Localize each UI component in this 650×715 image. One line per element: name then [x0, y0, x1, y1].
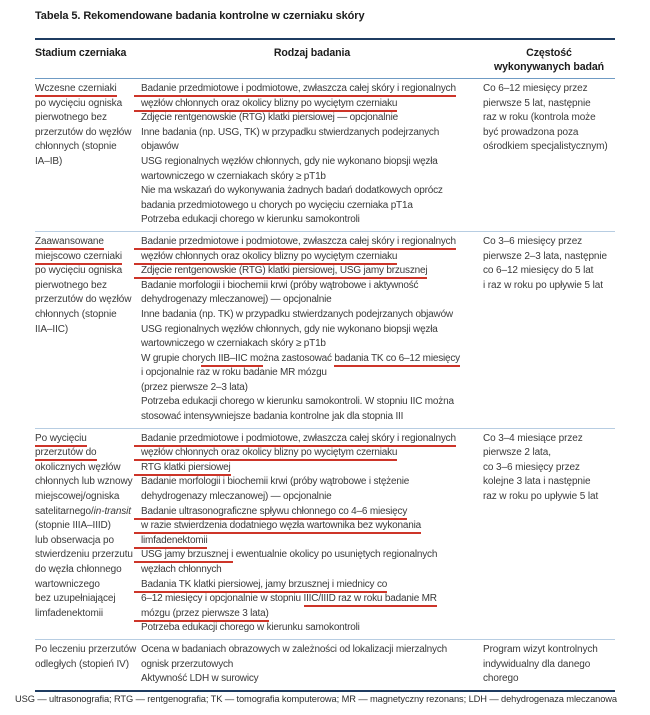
annotation-underline: Po wycięciu: [35, 433, 87, 447]
text-segment: dehydrogenazy mleczanowej) — opcjonalnie: [141, 491, 332, 503]
text-segment: Zdjęcie rentgenowskie (RTG) klatki piersiowej — opcjonalnie: [141, 112, 399, 124]
text-line: [141, 155, 483, 170]
text-segment: być prowadzona poza: [483, 126, 579, 138]
text-segment: indywidualny dla danego: [483, 658, 591, 670]
text-segment: pierwotnego bez: [35, 112, 107, 124]
text-segment: bez uzupełniającej: [35, 593, 116, 605]
text-line: [35, 126, 141, 141]
text-line: [483, 235, 615, 250]
text-segment: do węzła chłonnego: [35, 564, 122, 575]
text-line: [35, 475, 141, 490]
annotation-underline: węzłów chłonnych oraz okolicy blizny po wyciętym czerniaku: [134, 447, 397, 461]
text-line: [141, 519, 483, 534]
text-line: [35, 548, 141, 563]
table-row: [35, 428, 615, 639]
text-line: [141, 490, 483, 505]
exam-cell: [141, 235, 483, 425]
text-segment: USG regionalnych węzłów chłonnych, gdy nie wykonano biopsji węzła: [141, 155, 438, 167]
text-line: [483, 658, 615, 673]
text-segment: pierwotnego bez: [35, 279, 107, 291]
table-row: [35, 231, 615, 428]
text-line: [35, 643, 141, 658]
text-segment: IIA–IIC): [35, 323, 69, 335]
text-line: [141, 534, 483, 549]
text-segment: objawów: [141, 141, 179, 153]
text-segment: USG regionalnych węzłów chłonnych, gdy nie wykonano biopsji węzła: [141, 323, 438, 335]
annotation-underline: Badanie ultrasonograficzne spływu chłonnego co 4–6 miesięcy: [134, 506, 407, 520]
text-segment: miejscowej/ogniska: [35, 491, 120, 503]
exam-cell: [141, 643, 483, 687]
text-line: [141, 621, 483, 636]
text-line: [141, 126, 483, 141]
text-segment: Nie ma wskazań do wykonywania żadnych badań dodatkowych oprócz: [141, 185, 443, 197]
text-line: [483, 140, 615, 155]
annotation-underline: ych IIB–IIC mo: [201, 353, 264, 367]
text-line: [35, 578, 141, 593]
text-segment: co 3–6 miesięcy przez: [483, 461, 580, 473]
text-segment: chorego: [483, 673, 519, 685]
text-segment: Potrzeba edukacji chorego w kierunku samokontroli: [141, 214, 360, 226]
text-line: [483, 111, 615, 126]
text-line: [141, 97, 483, 112]
text-segment: (przez pierwsze 2–3 lata): [141, 381, 248, 393]
text-line: [483, 279, 615, 294]
text-line: [35, 592, 141, 607]
text-line: [141, 643, 483, 658]
freq-cell: [483, 235, 615, 425]
text-line: [483, 432, 615, 447]
exam-cell: [141, 432, 483, 636]
text-segment: wartowniczego: [35, 578, 100, 590]
text-line: [483, 490, 615, 505]
text-segment: chłonnych (stopnie: [35, 308, 117, 320]
text-line: [35, 519, 141, 534]
text-line: [141, 323, 483, 338]
text-line: [141, 235, 483, 250]
text-segment: wartowniczego w czerniakach skóry ≥ pT1b: [141, 170, 326, 182]
text-line: [35, 658, 141, 673]
table-row: [35, 639, 615, 690]
annotation-underline: Badanie przedmiotowe i podmiotowe, zwłaszcza całej skóry i regionalnych: [134, 236, 456, 250]
text-line: [141, 140, 483, 155]
text-line: [141, 607, 483, 622]
text-line: [35, 155, 141, 170]
text-segment: i raz w roku po upływie 5 lat: [483, 279, 603, 291]
text-segment: Potrzeba edukacji chorego w kierunku samokontroli: [141, 622, 360, 634]
text-line: [141, 184, 483, 199]
text-segment: odległych (stopień IV): [35, 658, 129, 670]
annotation-underline: badania TK co 6–12 miesięcy: [334, 353, 460, 367]
text-segment: ognisk przerzutowych: [141, 658, 234, 670]
text-line: [141, 250, 483, 265]
text-line: [35, 323, 141, 338]
text-segment: Badanie morfologii i biochemii krwi (próby wątrobowe i stężenie: [141, 476, 410, 488]
text-line: [141, 82, 483, 97]
table-row: [35, 79, 615, 231]
text-line: [141, 505, 483, 520]
text-line: [141, 293, 483, 308]
text-line: [483, 672, 615, 687]
text-line: [141, 308, 483, 323]
annotation-underline: miejscowo czerniaki: [35, 251, 122, 265]
text-line: [35, 607, 141, 622]
text-line: [141, 672, 483, 687]
text-line: [35, 293, 141, 308]
text-line: [483, 250, 615, 265]
stage-cell: [35, 432, 141, 636]
text-segment: chłonnych lub wznowy: [35, 476, 133, 488]
column-header-exam-type: Rodzaj badania: [273, 47, 351, 59]
stage-cell: [35, 235, 141, 425]
text-segment: Ocena w badaniach obrazowych w zależności od lokalizacji mierzalnych: [141, 643, 447, 655]
text-segment: żna zastosować: [263, 352, 335, 364]
text-line: [35, 461, 141, 476]
text-segment: dehydrogenazy mleczanowej) — opcjonalnie: [141, 294, 332, 306]
text-segment: raz w roku po upływie 5 lat: [483, 491, 599, 503]
text-line: [35, 250, 141, 265]
text-segment: raz w roku (kontrola może: [483, 112, 596, 124]
freq-cell: [483, 432, 615, 636]
text-line: [35, 82, 141, 97]
text-line: [35, 264, 141, 279]
text-line: [141, 461, 483, 476]
text-line: [483, 461, 615, 476]
text-line: [35, 432, 141, 447]
column-header-frequency-line2: wykonywanych badań: [493, 61, 605, 73]
text-segment: co 6–12 miesięcy do 5 lat: [483, 265, 594, 277]
text-line: [35, 235, 141, 250]
text-line: [141, 199, 483, 214]
text-line: [141, 366, 483, 381]
annotation-underline: Zdjęcie rentgenowskie (RTG) klatki piersiowej, USG jamy brzusznej: [134, 265, 427, 279]
text-segment: Inne badania (np. USG, TK) w przypadku stwierdzanych podejrzanych: [141, 126, 440, 138]
text-segment: stwierdzeniu przerzutu: [35, 549, 133, 561]
table-title: Tabela 5. Rekomendowane badania kontrolne w czerniaku skóry: [35, 10, 365, 22]
stage-cell: [35, 643, 141, 687]
followup-table: [35, 38, 615, 692]
text-line: [35, 97, 141, 112]
text-line: [35, 534, 141, 549]
text-segment: Badanie morfologii i biochemii krwi (próby wątrobowe i aktywność: [141, 279, 419, 291]
text-segment: Co 3–6 miesięcy przez: [483, 235, 583, 247]
text-line: [141, 381, 483, 396]
text-line: [141, 446, 483, 461]
text-line: [35, 563, 141, 578]
text-line: [483, 643, 615, 658]
text-segment: in-transit: [93, 505, 131, 517]
annotation-underline: węzłów chłonnych oraz okolicy blizny po wyciętym czerniaku: [134, 251, 397, 265]
text-line: [141, 337, 483, 352]
text-segment: Program wizyt kontrolnych: [483, 643, 598, 655]
text-line: [141, 111, 483, 126]
text-segment: W grupie chor: [141, 352, 201, 364]
text-line: [35, 111, 141, 126]
text-segment: pierwsze 2–3 lata, następnie: [483, 250, 607, 262]
text-segment: ewentualnie okolicy po usuniętych regionalnych: [233, 549, 438, 561]
table-body: [35, 79, 615, 690]
text-line: [141, 563, 483, 578]
annotation-underline: RTG klatki piersiowej: [134, 462, 231, 476]
text-line: [483, 126, 615, 141]
text-segment: okolicznych węzłów: [35, 461, 121, 473]
text-segment: limfadenektomii: [35, 607, 103, 619]
annotation-underline: Badanie przedmiotowe i podmiotowe, zwłaszcza całej skóry i regionalnych: [134, 83, 456, 97]
text-segment: pierwsze 2 lata,: [483, 447, 551, 459]
text-segment: satelitarnego/: [35, 505, 94, 517]
text-line: [141, 548, 483, 563]
text-segment: lub obserwacja po: [35, 534, 114, 546]
column-header-frequency-line1: Częstość: [526, 47, 572, 59]
annotation-underline: przerzutów do: [35, 447, 97, 461]
stage-cell: [35, 82, 141, 228]
text-line: [141, 264, 483, 279]
text-line: [483, 97, 615, 112]
annotation-underline: w razie stwierdzenia dodatniego węzła wartownika bez wykonania: [134, 520, 421, 534]
text-line: [483, 264, 615, 279]
text-segment: pierwsze 5 lat, następnie: [483, 97, 591, 109]
exam-cell: [141, 82, 483, 228]
text-line: [483, 475, 615, 490]
text-line: [35, 490, 141, 505]
text-line: [141, 432, 483, 447]
freq-cell: [483, 643, 615, 687]
text-line: [141, 658, 483, 673]
text-segment: 6–12 miesięcy i opcjonalnie w stopniu: [141, 593, 304, 605]
freq-cell: [483, 82, 615, 228]
text-line: [141, 410, 483, 425]
column-header-stage: Stadium czerniaka: [35, 47, 127, 59]
text-segment: Po leczeniu przerzutów: [35, 643, 137, 655]
column-header-frequency: [483, 46, 615, 74]
text-line: [141, 475, 483, 490]
annotation-underline: Wczesne czerniaki: [35, 83, 117, 97]
text-segment: węzłach chłonnych: [141, 564, 222, 575]
text-segment: badania przedmiotowego u chorych po wycięciu czerniaka pT1a: [141, 199, 413, 211]
text-line: [483, 446, 615, 461]
text-line: [483, 82, 615, 97]
text-line: [141, 170, 483, 185]
text-line: [141, 592, 483, 607]
text-segment: wartowniczego w czerniakach skóry ≥ pT1b: [141, 338, 326, 350]
annotation-underline: węzłów chłonnych oraz okolicy blizny po wyciętym czerniaku: [134, 98, 397, 112]
annotation-underline: mózgu (przez pierwsze 3 lata): [134, 608, 269, 622]
text-segment: Co 3–4 miesiące przez: [483, 432, 583, 444]
text-segment: chłonnych (stopnie: [35, 141, 117, 153]
table-header-row: [35, 40, 615, 79]
annotation-underline: limfadenektomii: [134, 535, 207, 549]
text-segment: stosować intensywniejsze badania kontrolne jak dla stopnia III: [141, 411, 404, 423]
annotation-underline: Badania TK klatki piersiowej, jamy brzusznej i miednicy co: [134, 579, 387, 593]
text-segment: Inne badania (np. TK) w przypadku stwierdzanych podejrzanych objawów: [141, 308, 453, 320]
text-line: [35, 140, 141, 155]
text-line: [35, 505, 141, 520]
annotation-underline: Zaawansowane: [35, 236, 104, 250]
text-line: [141, 213, 483, 228]
text-line: [141, 279, 483, 294]
text-segment: po wycięciu ogniska: [35, 265, 123, 277]
text-line: [35, 308, 141, 323]
text-line: [141, 578, 483, 593]
annotation-underline: Badanie przedmiotowe i podmiotowe, zwłaszcza całej skóry i regionalnych: [134, 433, 456, 447]
text-segment: i opcjonalnie raz w roku badanie MR mózgu: [141, 367, 327, 379]
annotation-underline: IIIC/IIID raz w roku badanie MR: [304, 593, 437, 607]
text-line: [35, 446, 141, 461]
annotation-underline: USG jamy brzusznej i: [134, 549, 233, 563]
text-segment: IA–IB): [35, 155, 63, 167]
text-line: [35, 279, 141, 294]
footnote: USG — ultrasonografia; RTG — rentgenografia; TK — tomografia komputerowa; MR — magnetyczny rezonans; LDH — dehydrogenaza mleczanowa: [15, 694, 617, 704]
text-segment: Aktywność LDH w surowicy: [141, 673, 259, 685]
text-line: [141, 395, 483, 410]
text-segment: po wycięciu ogniska: [35, 97, 123, 109]
text-segment: przerzutów do węzłów: [35, 294, 132, 306]
text-segment: (stopnie IIIA–IIID): [35, 520, 111, 532]
text-segment: kolejne 3 lata i następnie: [483, 476, 591, 488]
text-line: [141, 352, 483, 367]
text-segment: ośrodkiem specjalistycznym): [483, 141, 608, 153]
text-segment: przerzutów do węzłów: [35, 126, 132, 138]
text-segment: Co 6–12 miesięcy przez: [483, 83, 588, 94]
text-segment: Potrzeba edukacji chorego w kierunku samokontroli. W stopniu IIC można: [141, 396, 454, 408]
